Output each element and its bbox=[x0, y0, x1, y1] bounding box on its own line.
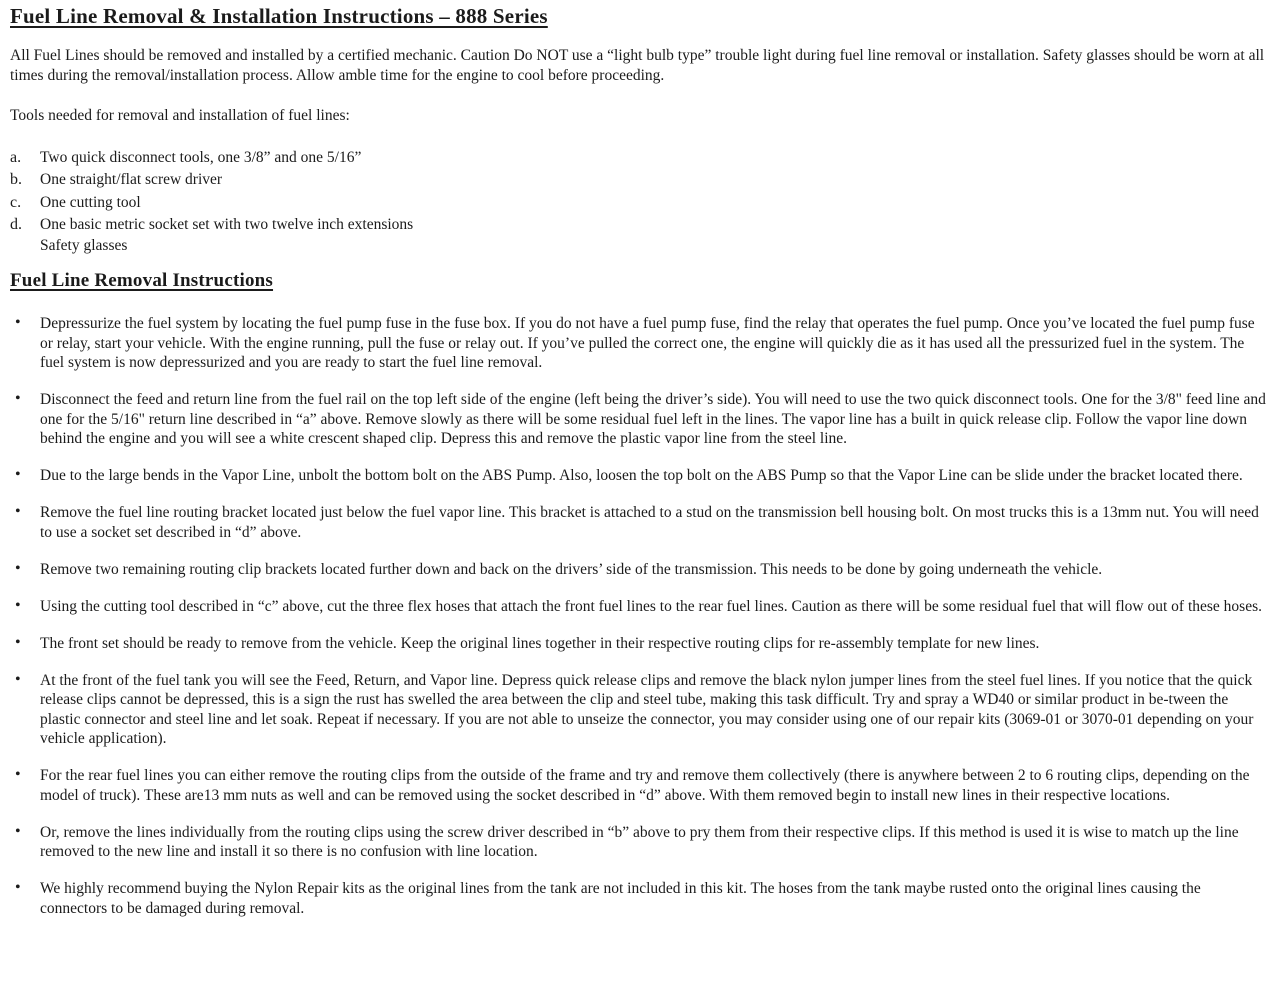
tool-letter-d: d. bbox=[10, 216, 22, 233]
step-item-6: • Using the cutting tool described in “c” above, cut the three flex hoses that attach the front fuel lines to the rear fuel lines. Caution as there will be some residual fuel that will flow out of these hoses. bbox=[10, 597, 1268, 617]
step-item-4: • Remove the fuel line routing bracket located just below the fuel vapor line. This bracket is attached to a stud on the transmission bell housing bolt. On most trucks this is a 13mm nut. You will need to use a socket set described in “d” above. bbox=[10, 503, 1268, 542]
step-item-3: • Due to the large bends in the Vapor Line, unbolt the bottom bolt on the ABS Pump. Also, loosen the top bolt on the ABS Pump so that the Vapor Line can be slide under the bracket located there. bbox=[10, 466, 1268, 486]
tool-text-d: One basic metric socket set with two twelve inch extensions bbox=[40, 216, 414, 233]
tool-letter-a: a. bbox=[10, 148, 22, 166]
intro-paragraph: All Fuel Lines should be removed and installed by a certified mechanic. Caution Do NOT use a “light bulb type” trouble light during fuel line removal or installation. Safety glasses should be worn at all times during the removal/installation process. Allow amble time for the engine to cool before proceeding. bbox=[10, 47, 1265, 84]
tool-letter-c: c. bbox=[10, 193, 22, 211]
tool-item-a bbox=[10, 148, 1268, 168]
tools-list bbox=[10, 148, 1268, 256]
step-item-7: • The front set should be ready to remove from the vehicle. Keep the original lines together in their respective routing clips for re-assembly template for new lines. bbox=[10, 634, 1268, 654]
step-item-9: • For the rear fuel lines you can either remove the routing clips from the outside of the frame and try and remove them collectively (there is anywhere between 2 to 6 routing clips, depending on the model of truck). These are13 mm nuts as well and can be removed using the socket described in “d” above. With them removed begin to install new lines in their respective locations. bbox=[10, 766, 1268, 805]
tool-item-c bbox=[10, 193, 1268, 213]
step-item-8: • At the front of the fuel tank you will see the Feed, Return, and Vapor line. Depress quick release clips and remove the black nylon jumper lines from the steel fuel lines. If you notice that the quick release clips cannot be depressed, this is a sign the rust has swelled the area between the clip and steel tube, making this task difficult. Try and spray a WD40 or similar product in be-tween the plastic connector and steel line and let soak. Repeat if necessary. If you are not able to unseize the connector, you may consider using one of our repair kits (3069-01 or 3070-01 depending on your vehicle application). bbox=[10, 671, 1268, 749]
tool-item-b bbox=[10, 170, 1268, 190]
step-item-10: • Or, remove the lines individually from the routing clips using the screw driver described in “b” above to pry them from their respective clips. If this method is used it is wise to match up the line removed to the new line and install it so there is no confusion with line location. bbox=[10, 823, 1268, 862]
step-item-5: • Remove two remaining routing clip brackets located further down and back on the drivers’ side of the transmission. This needs to be done by going underneath the vehicle. bbox=[10, 560, 1268, 580]
step-item-1: • Depressurize the fuel system by locating the fuel pump fuse in the fuse box. If you do not have a fuel pump fuse, find the relay that operates the fuel pump. Once you’ve located the fuel pump fuse or relay, start your vehicle. With the engine running, pull the fuse or relay out. If you’ve pulled the correct one, the engine will quickly die as it has used all the pressurized fuel in the system. The fuel system is now depressurized and you are ready to start the fuel line removal. bbox=[10, 314, 1268, 373]
tool-text-a: Two quick disconnect tools, one 3/8” and one 5/16” bbox=[40, 148, 362, 166]
tool-letter-b: b. bbox=[10, 171, 22, 188]
tool-text-c: One cutting tool bbox=[40, 193, 141, 211]
steps-list bbox=[10, 314, 1268, 918]
document-title: Fuel Line Removal & Installation Instructions – 888 Series bbox=[10, 4, 548, 28]
tool-text-b: One straight/flat screw driver bbox=[40, 171, 223, 188]
tool-item-d bbox=[10, 215, 1268, 255]
step-item-2: • Disconnect the feed and return line from the fuel rail on the top left side of the engine (left being the driver’s side). You will need to use the two quick disconnect tools. One for the 3/8" feed line and one for the 5/16" return line described in “a” above. Remove slowly as there will be some residual fuel left in the lines. The vapor line has a built in quick release clip. Follow the vapor line down behind the engine and you will see a white crescent shaped clip. Depress this and remove the plastic vapor line from the steel line. bbox=[10, 390, 1268, 449]
step-item-11: • We highly recommend buying the Nylon Repair kits as the original lines from the tank are not included in this kit. The hoses from the tank maybe rusted onto the original lines causing the connectors to be damaged during removal. bbox=[10, 879, 1268, 918]
section-heading: Fuel Line Removal Instructions bbox=[10, 270, 274, 291]
tools-intro: Tools needed for removal and installation of fuel lines: bbox=[10, 107, 350, 124]
tool-text-d-continuation: Safety glasses bbox=[40, 236, 128, 254]
